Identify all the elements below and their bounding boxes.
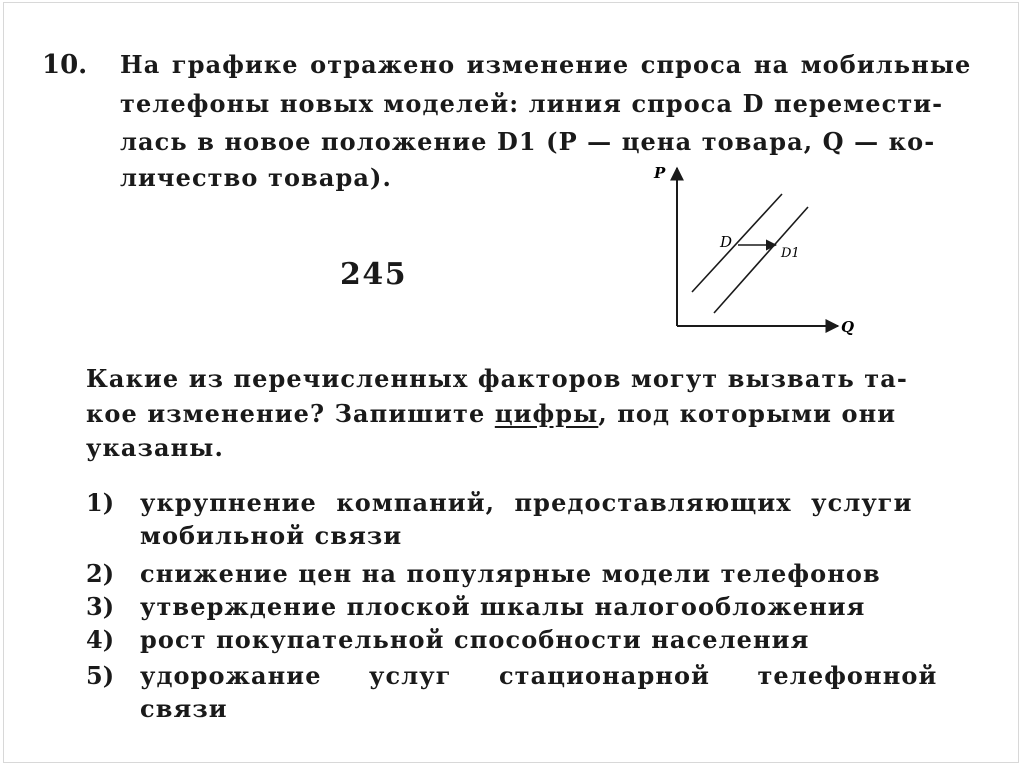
question-line-4: личество товара). [120,163,392,192]
q-axis-label: Q [841,318,855,336]
demand-line-d [692,194,782,292]
question-line-1: На графике отражено изменение спроса на мобильные [120,50,972,79]
p-axis-label: P [654,164,666,182]
d1-label: D1 [781,246,800,261]
option-1-line-2: мобильной связи [140,521,403,550]
option-3-number: 3) [86,592,115,621]
option-1-line-1: укрупнение компаний, предоставляющих услуги [140,488,913,517]
answer-value: 245 [340,257,408,292]
option-5-line-1: удорожание услуг стационарной телефонной [140,661,938,690]
option-2-number: 2) [86,559,115,588]
prompt-line-1: Какие из перечисленных факторов могут вызвать та- [86,364,908,393]
d-label: D [720,233,733,251]
question-number: 10. [42,50,88,80]
option-5-number: 5) [86,661,115,690]
option-2-line-1: снижение цен на популярные модели телефонов [140,559,881,588]
prompt-line-3: указаны. [86,433,224,462]
digits-emphasis: цифры [494,399,599,428]
option-5-line-2: связи [140,694,228,723]
option-4-line-1: рост покупательной способности населения [140,625,810,654]
question-line-3: лась в новое положение D1 (P — цена товара, Q — ко- [120,127,936,156]
question-line-2: телефоны новых моделей: линия спроса D перемести- [120,89,944,118]
option-4-number: 4) [86,625,115,654]
option-1-number: 1) [86,488,115,517]
prompt-line-2: кое изменение? Запишите цифры, под которыми они [86,399,897,428]
option-3-line-1: утверждение плоской шкалы налогообложения [140,592,866,621]
